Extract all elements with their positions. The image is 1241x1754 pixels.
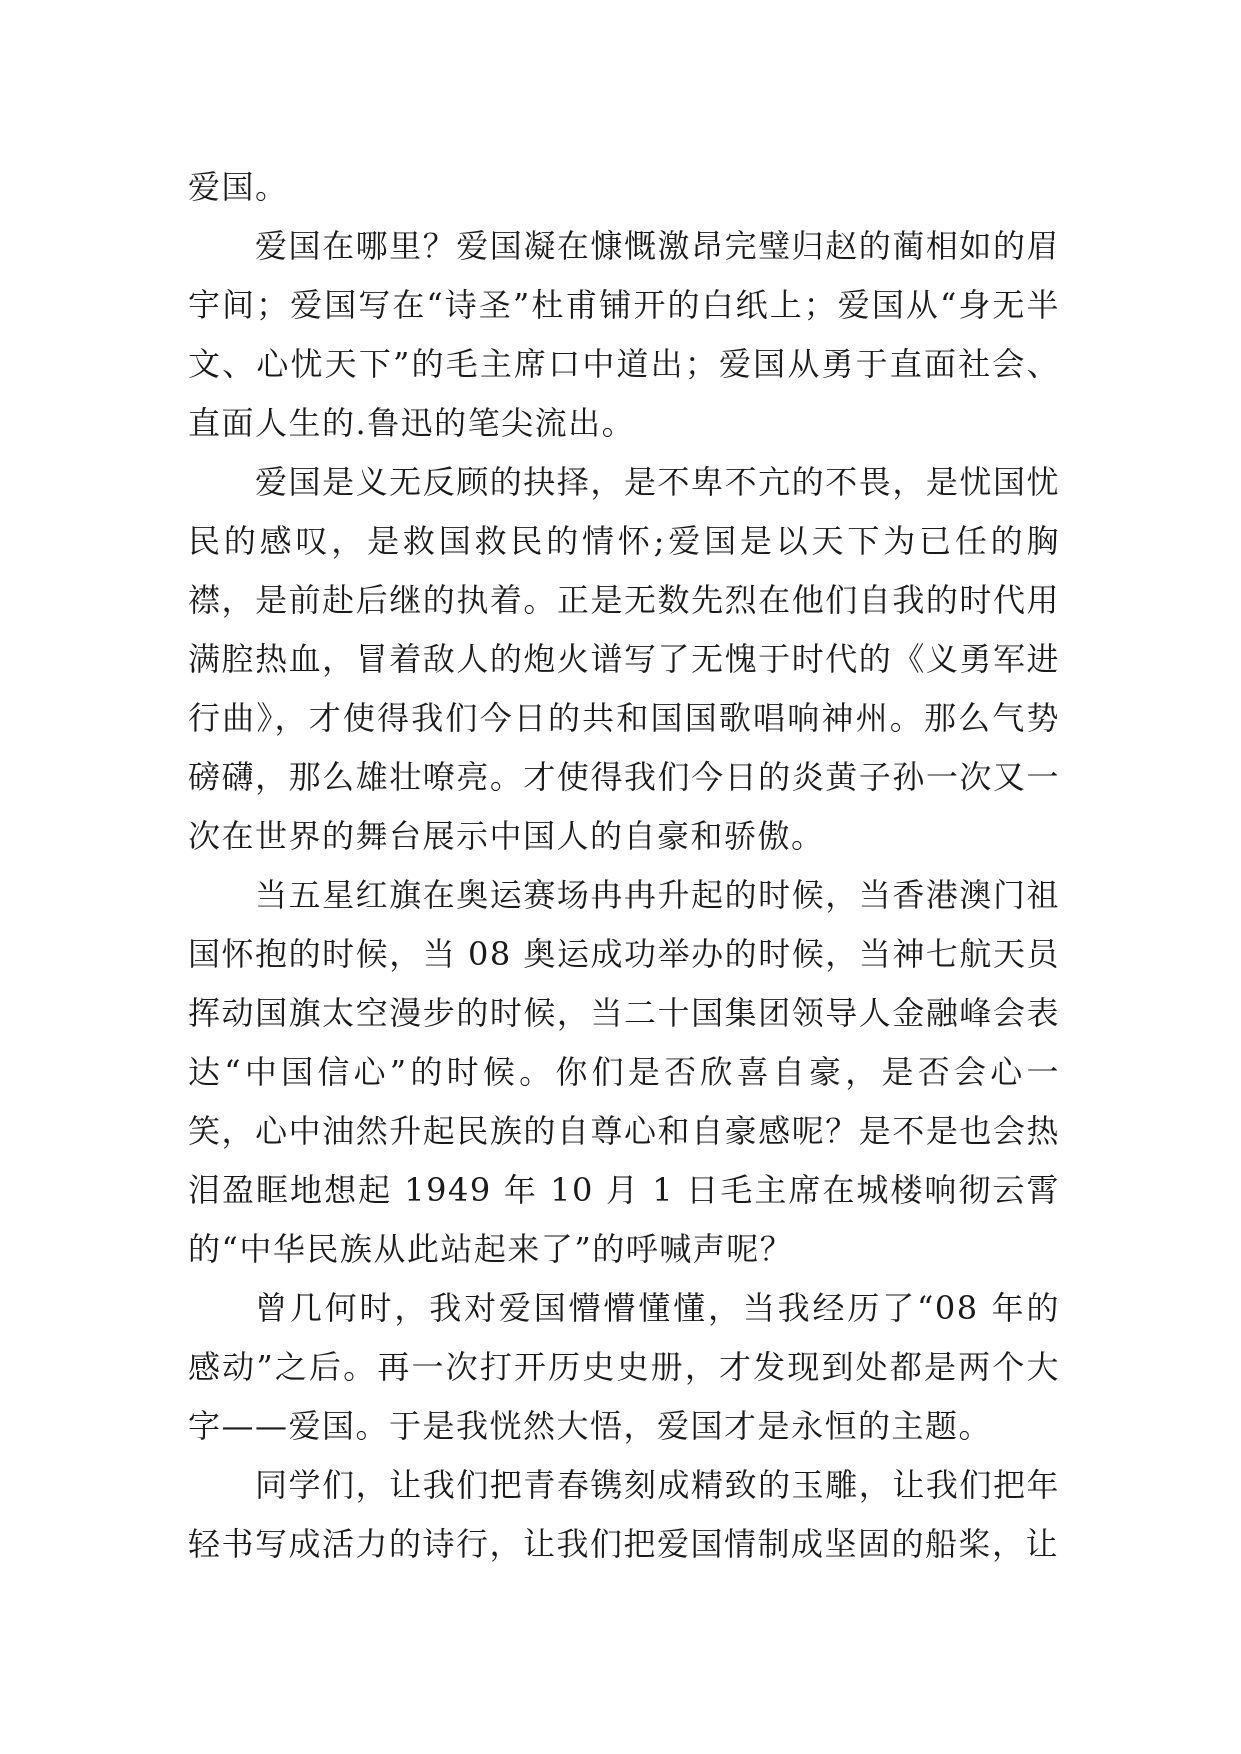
paragraph-1: 爱国。 (188, 168, 289, 206)
paragraph-5: 曾几何时，我对爱国懵懵懂懂，当我经历了“08 年的感动”之后。再一次打开历史史册，才发现到处都是两个大字——爱国。于是我恍然大悟，爱国才是永恒的主题。 (188, 1289, 1060, 1445)
paragraph-3: 爱国是义无反顾的抉择，是不卑不亢的不畏，是忧国忧民的感叹，是救国救民的情怀;爱国是以天下为已任的胸襟，是前赴后继的执着。正是无数先烈在他们自我的时代用满腔热血，冒着敌人的炮火谱写了无愧于时代的《义勇军进行曲》，才使得我们今日的共和国国歌唱响神州。那么气势磅礴，那么雄壮嘹亮。才使得我们今日的炎黄子孙一次又一次在世界的舞台展示中国人的自豪和骄傲。 (188, 463, 1060, 855)
document-body (188, 158, 1060, 1574)
paragraph-4: 当五星红旗在奥运赛场冉冉升起的时候，当香港澳门祖国怀抱的时候，当 08 奥运成功举办的时候，当神七航天员挥动国旗太空漫步的时候，当二十国集团领导人金融峰会表达“中国信心”的时候。你们是否欣喜自豪，是否会心一笑，心中油然升起民族的自尊心和自豪感呢？是不是也会热泪盈眶地想起 1949 年 10 月 1 日毛主席在城楼响彻云霄的“中华民族从此站起来了”的呼喊声呢？ (188, 876, 1060, 1268)
paragraph-2: 爱国在哪里？爱国凝在慷慨激昂完璧归赵的蔺相如的眉宇间；爱国写在“诗圣”杜甫铺开的白纸上；爱国从“身无半文、心忧天下”的毛主席口中道出；爱国从勇于直面社会、直面人生的.鲁迅的笔尖流出。 (188, 227, 1060, 442)
paragraph-6: 同学们，让我们把青春镌刻成精致的玉雕，让我们把年轻书写成活力的诗行，让我们把爱国情制成坚固的船桨，让 (188, 1466, 1060, 1563)
